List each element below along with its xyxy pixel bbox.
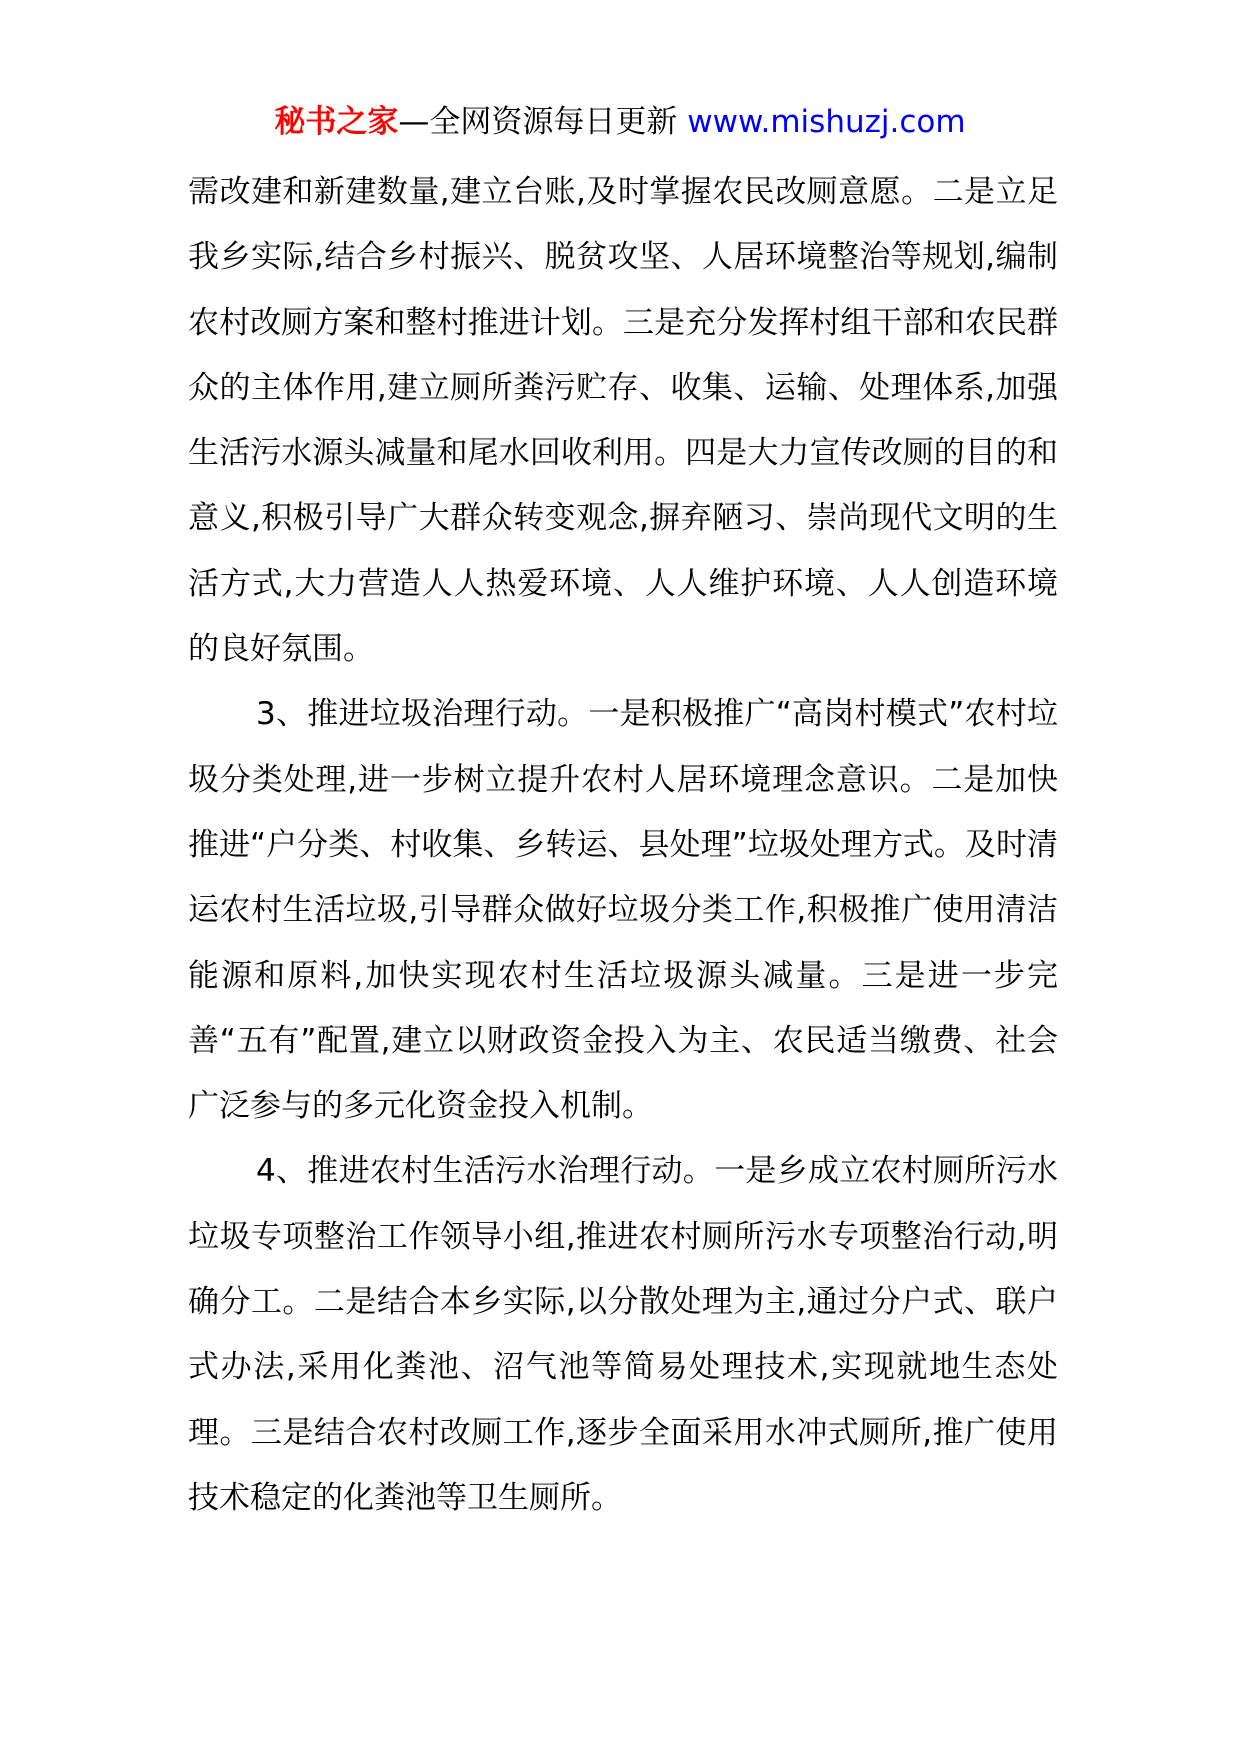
paragraph-sewage-treatment: 4、推进农村生活污水治理行动。一是乡成立农村厕所污水垃圾专项整治工作领导小组,推进农村厕所污水专项整治行动,明确分工。二是结合本乡实际,以分散处理为主,通过分户式、联户式办法,采用化粪池、沼气池等简易处理技术,实现就地生态处理。三是结合农村改厕工作,逐步全面采用水冲式厕所,推广使用技术稳定的化粪池等卫生厕所。: [188, 1153, 1058, 1516]
brand-name: 秘书之家: [274, 104, 399, 140]
paragraph-continuation: 需改建和新建数量,建立台账,及时掌握农民改厕意愿。二是立足我乡实际,结合乡村振兴、脱贫攻坚、人居环境整治等规划,编制农村改厕方案和整村推进计划。三是充分发挥村组干部和农民群众的主体作用,建立厕所粪污贮存、收集、运输、处理体系,加强生活污水源头减量和尾水回收利用。四是大力宣传改厕的目的和意义,积极引导广大群众转变观念,摒弃陋习、崇尚现代文明的生活方式,大力营造人人热爱环境、人人维护环境、人人创造环境的良好氛围。: [188, 174, 1058, 668]
site-url[interactable]: www.mishuzj.com: [687, 104, 966, 140]
page-header: [0, 100, 1240, 144]
paragraph-garbage-treatment: 3、推进垃圾治理行动。一是积极推广“高岗村模式”农村垃圾分类处理,进一步树立提升农村人居环境理念意识。二是加快推进“户分类、村收集、乡转运、县处理”垃圾处理方式。及时清运农村生活垃圾,引导群众做好垃圾分类工作,积极推广使用清洁能源和原料,加快实现农村生活垃圾源头减量。三是进一步完善“五有”配置,建立以财政资金投入为主、农民适当缴费、社会广泛参与的多元化资金投入机制。: [188, 696, 1058, 1125]
document-body: [188, 160, 1058, 1531]
header-tagline: —全网资源每日更新: [398, 104, 688, 140]
